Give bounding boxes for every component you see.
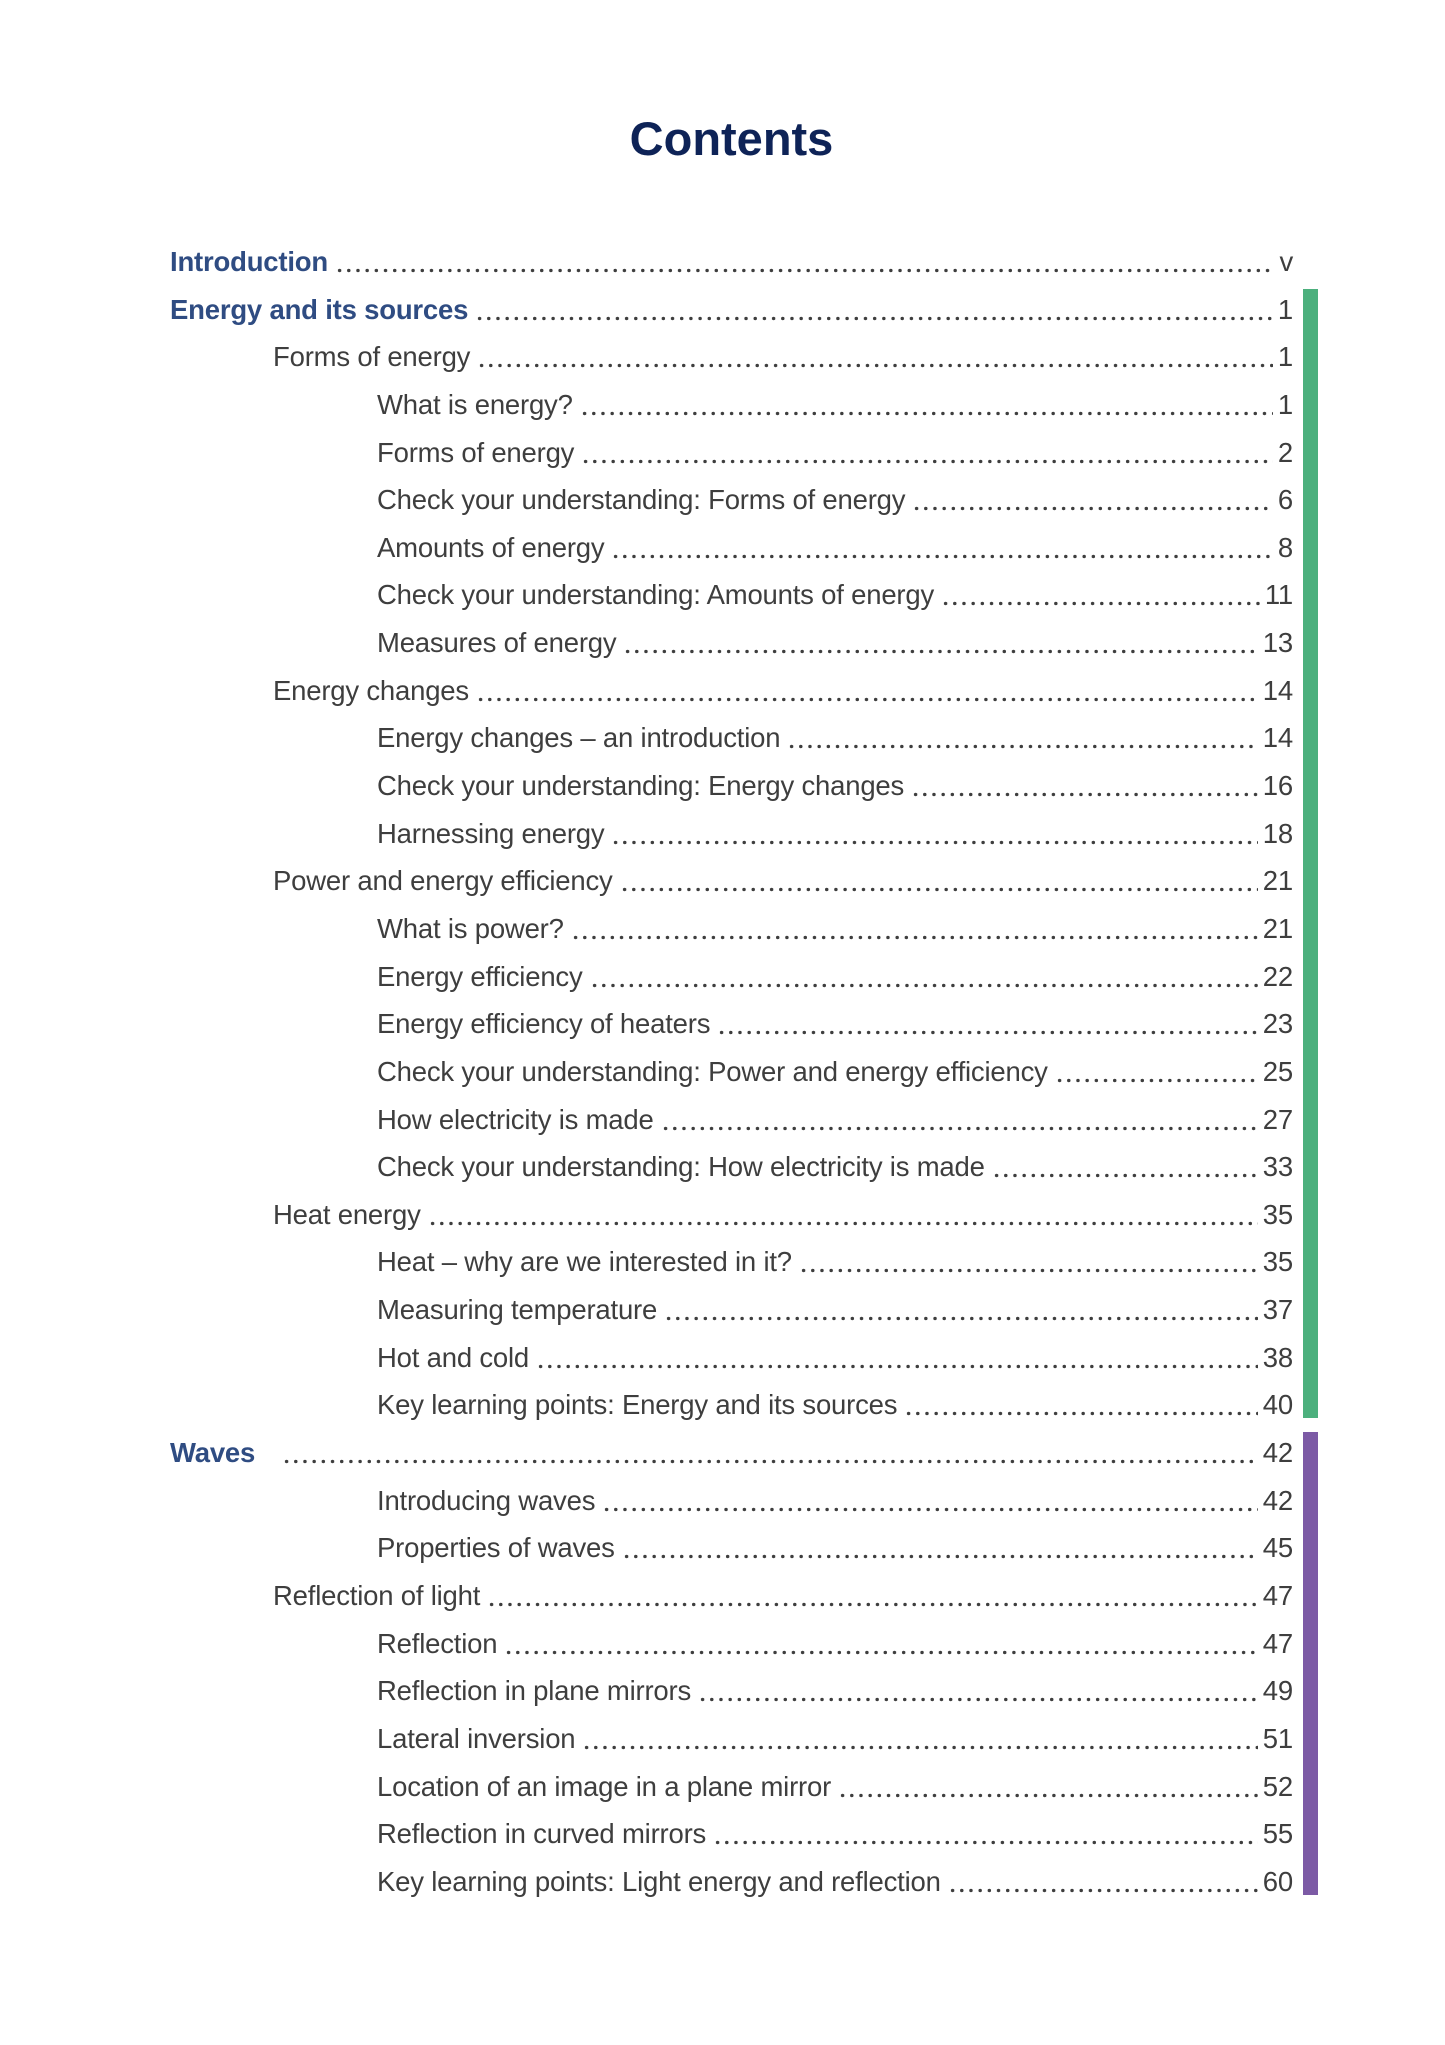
section-bar-waves xyxy=(1303,1432,1318,1895)
dot-leader xyxy=(487,1572,1258,1620)
toc-page-number: 8 xyxy=(1277,531,1293,563)
toc-row xyxy=(170,1477,1293,1525)
toc-row xyxy=(170,1620,1293,1668)
dot-leader xyxy=(661,1096,1258,1144)
toc-entry-label: Check your understanding: Energy changes xyxy=(377,770,905,802)
toc-page-number: 33 xyxy=(1262,1151,1293,1183)
toc-entry-label: What is power? xyxy=(377,912,564,944)
toc-row xyxy=(170,1715,1293,1763)
toc-entry-label: Energy changes xyxy=(273,674,469,706)
dot-leader xyxy=(475,286,1273,334)
dot-leader xyxy=(590,953,1258,1001)
toc-page-number: 21 xyxy=(1262,865,1293,897)
toc-row xyxy=(170,1572,1293,1620)
toc-entry-label: What is energy? xyxy=(377,388,573,420)
dot-leader xyxy=(620,857,1258,905)
toc-page-number: 47 xyxy=(1262,1579,1293,1611)
toc-row xyxy=(170,714,1293,762)
toc-row xyxy=(170,1286,1293,1334)
toc-entry-label: Forms of energy xyxy=(273,341,471,373)
dot-leader xyxy=(282,1429,1258,1477)
toc-page-number: 52 xyxy=(1262,1770,1293,1802)
dot-leader xyxy=(698,1667,1258,1715)
dot-leader xyxy=(941,571,1260,619)
toc-row xyxy=(170,1143,1293,1191)
dot-leader xyxy=(713,1810,1258,1858)
dot-leader xyxy=(335,238,1274,286)
dot-leader xyxy=(904,1381,1257,1429)
toc-page-number: 1 xyxy=(1277,293,1293,325)
toc-page-number: 55 xyxy=(1262,1818,1293,1850)
dot-leader xyxy=(623,619,1257,667)
toc-page-number: 49 xyxy=(1262,1675,1293,1707)
toc-row xyxy=(170,571,1293,619)
toc-row xyxy=(170,1334,1293,1382)
toc-page-number: 42 xyxy=(1262,1484,1293,1516)
toc-entry-label: Properties of waves xyxy=(377,1532,615,1564)
toc-entry-label: Reflection of light xyxy=(273,1579,481,1611)
toc-page-number: v xyxy=(1279,246,1293,277)
toc-page-number: 2 xyxy=(1277,436,1293,468)
toc-row xyxy=(170,1381,1293,1429)
toc-entry-label: Energy changes – an introduction xyxy=(377,722,781,754)
toc-page-number: 35 xyxy=(1262,1198,1293,1230)
toc-entry-label: Lateral inversion xyxy=(377,1722,576,1754)
toc-page-number: 21 xyxy=(1262,912,1293,944)
toc-page-number: 25 xyxy=(1262,1055,1293,1087)
toc-row xyxy=(170,1429,1293,1477)
toc-row xyxy=(170,1524,1293,1572)
dot-leader xyxy=(580,381,1273,429)
toc-row xyxy=(170,762,1293,810)
dot-leader xyxy=(911,762,1258,810)
toc-page-number: 16 xyxy=(1262,770,1293,802)
toc-entry-label: Amounts of energy xyxy=(377,531,605,563)
toc-entry-label: Key learning points: Light energy and reflection xyxy=(377,1865,941,1897)
toc-entry-label: Check your understanding: Forms of energy xyxy=(377,484,906,516)
toc-row xyxy=(170,667,1293,715)
dot-leader xyxy=(622,1524,1258,1572)
toc-page-number: 51 xyxy=(1262,1722,1293,1754)
dot-leader xyxy=(611,810,1257,858)
dot-leader xyxy=(602,1477,1258,1525)
toc-row xyxy=(170,619,1293,667)
toc-row xyxy=(170,286,1293,334)
toc-row xyxy=(170,381,1293,429)
toc-page-number: 42 xyxy=(1262,1437,1293,1469)
toc-row xyxy=(170,953,1293,1001)
toc-entry-label: Energy efficiency xyxy=(377,960,583,992)
toc-row xyxy=(170,524,1293,572)
toc-page-number: 23 xyxy=(1262,1008,1293,1040)
dot-leader xyxy=(504,1620,1258,1668)
toc-entry-label: Reflection xyxy=(377,1627,498,1659)
toc-row xyxy=(170,1810,1293,1858)
toc-row xyxy=(170,1000,1293,1048)
toc-page-number: 6 xyxy=(1277,484,1293,516)
dot-leader xyxy=(611,524,1272,572)
toc-entry-label: Energy and its sources xyxy=(170,293,469,325)
toc-row xyxy=(170,1048,1293,1096)
toc-entry-label: Forms of energy xyxy=(377,436,575,468)
toc-entry-label: Measuring temperature xyxy=(377,1294,658,1326)
toc-page-number: 27 xyxy=(1262,1103,1293,1135)
dot-leader xyxy=(476,667,1258,715)
dot-leader xyxy=(799,1238,1258,1286)
dot-leader xyxy=(717,1000,1258,1048)
toc-page-number: 13 xyxy=(1262,627,1293,659)
toc-entry-label: Waves xyxy=(170,1437,256,1469)
toc-entry-label: Hot and cold xyxy=(377,1341,530,1373)
toc-row xyxy=(170,1191,1293,1239)
toc-entry-label: Check your understanding: How electricity is made xyxy=(377,1151,985,1183)
dot-leader xyxy=(477,333,1273,381)
toc-page-number: 22 xyxy=(1262,960,1293,992)
toc-entry-label: Check your understanding: Amounts of energy xyxy=(377,579,935,611)
toc-page-number: 14 xyxy=(1262,722,1293,754)
dot-leader xyxy=(1055,1048,1258,1096)
toc-entry-label: Introducing waves xyxy=(377,1484,596,1516)
dot-leader xyxy=(536,1334,1258,1382)
toc-page-number: 60 xyxy=(1262,1865,1293,1897)
toc-row xyxy=(170,857,1293,905)
toc-entry-label: Key learning points: Energy and its sources xyxy=(377,1389,898,1421)
toc-page-number: 37 xyxy=(1262,1294,1293,1326)
dot-leader xyxy=(571,905,1258,953)
dot-leader xyxy=(838,1763,1258,1811)
table-of-contents xyxy=(170,238,1293,1905)
dot-leader xyxy=(581,429,1273,477)
toc-page-number: 1 xyxy=(1277,341,1293,373)
dot-leader xyxy=(664,1286,1258,1334)
toc-row xyxy=(170,810,1293,858)
toc-entry-label: Heat – why are we interested in it? xyxy=(377,1246,792,1278)
toc-page-number: 47 xyxy=(1262,1627,1293,1659)
toc-entry-label: Energy efficiency of heaters xyxy=(377,1008,711,1040)
toc-row xyxy=(170,1667,1293,1715)
dot-leader xyxy=(912,476,1273,524)
toc-entry-label: Measures of energy xyxy=(377,627,617,659)
toc-page-number: 14 xyxy=(1262,674,1293,706)
toc-page-number: 40 xyxy=(1262,1389,1293,1421)
toc-row xyxy=(170,333,1293,381)
dot-leader xyxy=(948,1858,1258,1906)
dot-leader xyxy=(428,1191,1258,1239)
page-title: Contents xyxy=(629,112,834,165)
toc-page-number: 38 xyxy=(1262,1341,1293,1373)
dot-leader xyxy=(582,1715,1257,1763)
toc-entry-label: Heat energy xyxy=(273,1198,421,1230)
toc-page-number: 11 xyxy=(1264,579,1293,611)
section-bar-energy xyxy=(1303,289,1318,1419)
toc-row xyxy=(170,1238,1293,1286)
toc-entry-label: How electricity is made xyxy=(377,1103,654,1135)
dot-leader xyxy=(787,714,1257,762)
toc-entry-label: Location of an image in a plane mirror xyxy=(377,1770,832,1802)
toc-entry-label: Introduction xyxy=(170,246,328,277)
toc-page-number: 35 xyxy=(1262,1246,1293,1278)
toc-entry-label: Check your understanding: Power and energy efficiency xyxy=(377,1055,1048,1087)
toc-row xyxy=(170,1096,1293,1144)
toc-entry-label: Power and energy efficiency xyxy=(273,865,613,897)
toc-entry-label: Reflection in plane mirrors xyxy=(377,1675,692,1707)
toc-row xyxy=(170,1763,1293,1811)
toc-row xyxy=(170,476,1293,524)
toc-entry-label: Reflection in curved mirrors xyxy=(377,1818,707,1850)
toc-row xyxy=(170,905,1293,953)
toc-page-number: 18 xyxy=(1262,817,1293,849)
dot-leader xyxy=(992,1143,1258,1191)
toc-row xyxy=(170,429,1293,477)
toc-entry-label: Harnessing energy xyxy=(377,817,605,849)
toc-page-number: 1 xyxy=(1277,388,1293,420)
toc-row xyxy=(170,238,1293,286)
toc-row xyxy=(170,1858,1293,1906)
toc-page-number: 45 xyxy=(1262,1532,1293,1564)
